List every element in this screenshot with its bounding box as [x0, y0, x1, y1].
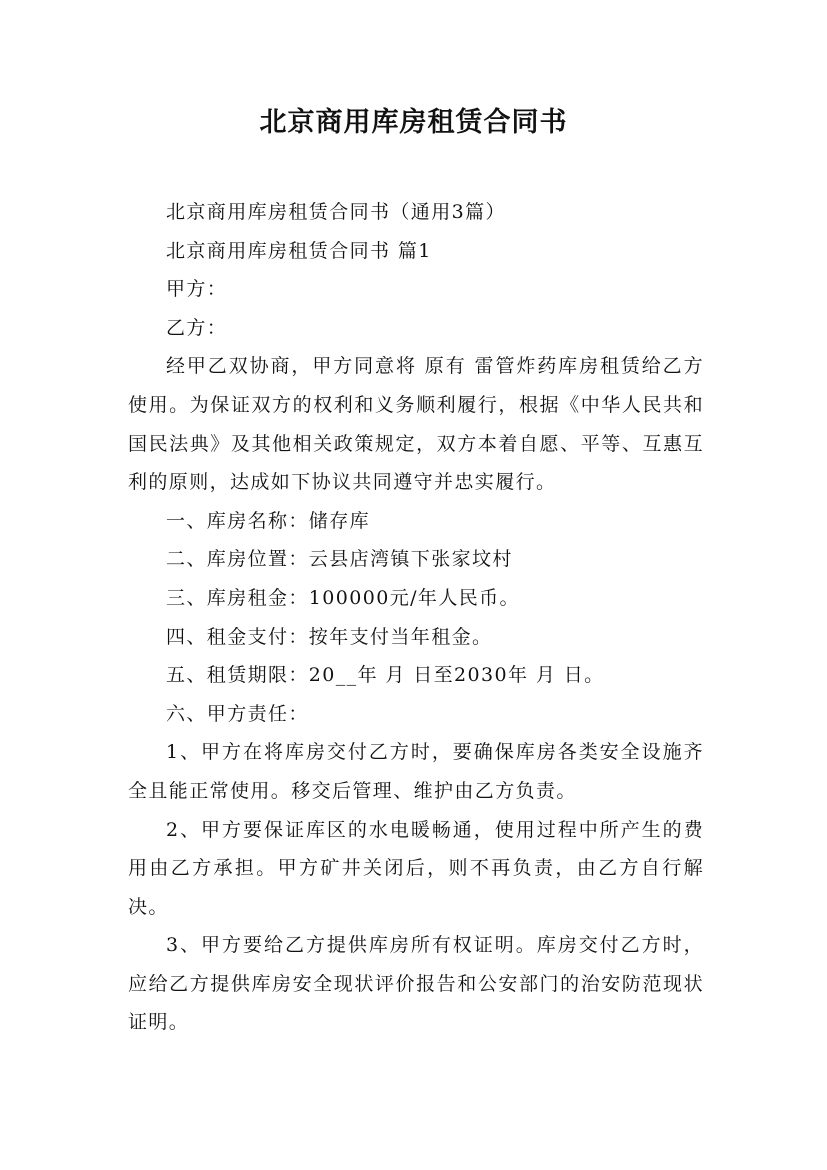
- clause-party-a-duty-1: 1、甲方在将库房交付乙方时，要确保库房各类安全设施齐全且能正常使用。移交后管理、维护由乙方负责。: [128, 741, 704, 802]
- document-title: 北京商用库房租赁合同书: [259, 107, 568, 138]
- paragraph-party-b: 乙方：: [166, 316, 228, 339]
- paragraph-preamble: 经甲乙双协商，甲方同意将 原有 雷管炸药库房租赁给乙方使用。为保证双方的权利和义务顺利履行，根据《中华人民共和国民法典》及其他相关政策规定，双方本着自愿、平等、互惠互利的原则，达成如下协议共同遵守并忠实履行。: [128, 355, 704, 494]
- paragraph-party-a: 甲方：: [166, 278, 228, 301]
- clause-warehouse-name: 一、库房名称：储存库: [166, 509, 371, 532]
- document-body: [128, 193, 704, 1042]
- clause-rent: 三、库房租金：100000元/年人民币。: [166, 586, 520, 609]
- paragraph-section-heading: 北京商用库房租赁合同书 篇1: [166, 239, 432, 262]
- clause-party-a-duty-3: 3、甲方要给乙方提供库房所有权证明。库房交付乙方时，应给乙方提供库房安全现状评价报告和公安部门的治安防范现状证明。: [128, 934, 704, 1034]
- clause-party-a-duties-heading: 六、甲方责任：: [166, 702, 309, 725]
- clause-rent-payment: 四、租金支付：按年支付当年租金。: [166, 625, 493, 648]
- clause-warehouse-location: 二、库房位置：云县店湾镇下张家坟村: [166, 548, 513, 571]
- clause-party-a-duty-2: 2、甲方要保证库区的水电暖畅通，使用过程中所产生的费用由乙方承担。甲方矿井关闭后，则不再负责，由乙方自行解决。: [128, 818, 704, 918]
- paragraph-collection-title: 北京商用库房租赁合同书（通用3篇）: [166, 201, 506, 223]
- clause-lease-term: 五、租赁期限：20__年 月 日至2030年 月 日。: [166, 664, 605, 687]
